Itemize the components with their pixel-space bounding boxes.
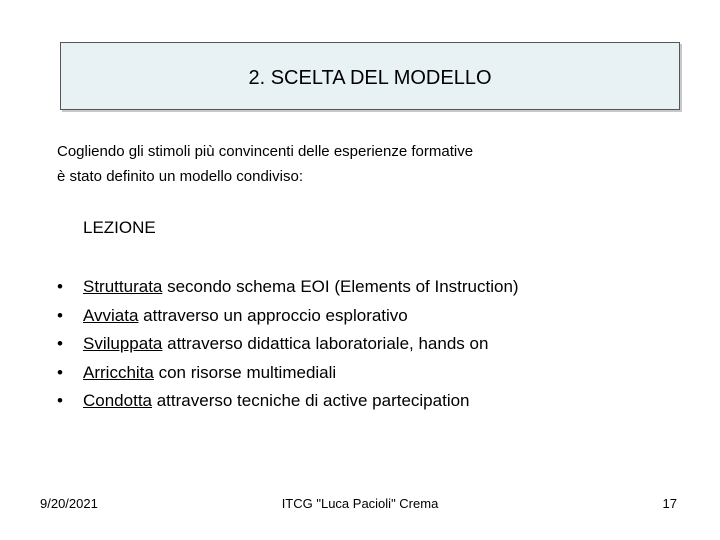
bullet-item — [57, 361, 519, 390]
bullet-glyph: • — [57, 277, 63, 296]
bullet-keyword: Avviata — [83, 305, 139, 325]
bullet-item — [57, 304, 519, 333]
bullet-keyword: Strutturata — [83, 277, 163, 296]
bullet-keyword: Arricchita — [83, 362, 154, 382]
intro-text — [57, 139, 473, 189]
section-heading: LEZIONE — [83, 218, 156, 237]
bullet-text: con risorse multimediali — [153, 362, 337, 382]
bullet-item — [57, 389, 519, 418]
footer-center-text: ITCG "Luca Pacioli" Crema — [281, 496, 439, 511]
bullet-text: attraverso un approccio esplorativo — [138, 305, 408, 325]
bullet-text: secondo schema EOI (Elements of Instruction) — [162, 277, 519, 296]
footer-date: 9/20/2021 — [40, 496, 98, 511]
bullet-keyword: Sviluppata — [83, 334, 163, 353]
bullet-glyph: • — [57, 362, 63, 382]
bullet-item — [57, 275, 519, 304]
bullet-keyword: Condotta — [83, 391, 152, 410]
intro-line: è stato definito un modello condiviso: — [57, 168, 303, 185]
bullet-item — [57, 332, 519, 361]
bullet-glyph: • — [57, 391, 63, 410]
intro-line: Cogliendo gli stimoli più convincenti delle esperienze formative — [57, 143, 474, 160]
slide-title: 2. SCELTA DEL MODELLO — [248, 66, 492, 89]
slide-title-box — [60, 42, 680, 110]
page-number: 17 — [662, 496, 677, 511]
bullet-text: attraverso tecniche di active partecipation — [152, 391, 470, 410]
bullet-text: attraverso didattica laboratoriale, hands on — [162, 334, 489, 353]
bullet-list — [57, 275, 519, 418]
bullet-glyph: • — [57, 334, 63, 353]
bullet-glyph: • — [57, 305, 63, 325]
